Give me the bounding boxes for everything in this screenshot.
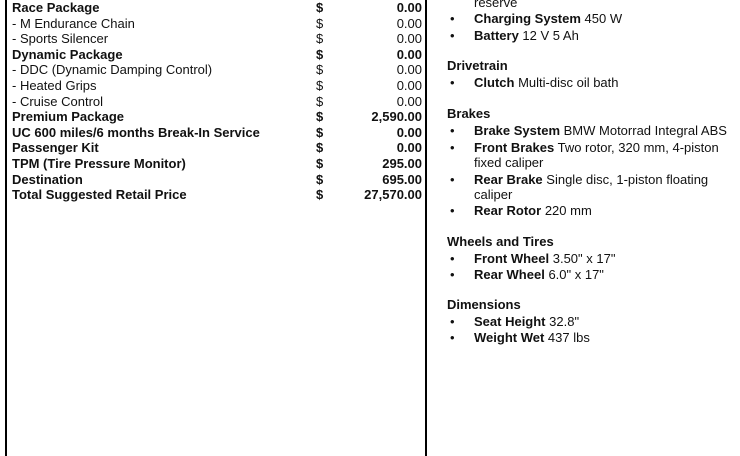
spec-item xyxy=(474,140,719,155)
spec-value: 437 lbs xyxy=(547,330,590,345)
pricing-label: - M Endurance Chain xyxy=(12,15,135,31)
spec-continuation: reserve xyxy=(474,0,518,10)
total-label: Total Suggested Retail Price xyxy=(12,187,187,203)
pricing-row xyxy=(12,78,424,94)
bullet-icon: • xyxy=(450,314,455,329)
spec-value: 32.8" xyxy=(549,314,580,329)
currency-sign: $ xyxy=(316,62,324,78)
spec-name: Rear Wheel xyxy=(474,267,545,282)
spec-name: Front Wheel xyxy=(474,251,550,266)
pricing-label: Destination xyxy=(12,171,83,187)
spec-name: Front Brakes xyxy=(474,140,555,155)
pricing-row xyxy=(12,125,424,141)
spec-item xyxy=(474,203,592,218)
spec-item xyxy=(474,314,579,329)
pricing-label: Premium Package xyxy=(12,109,125,125)
pricing-label: - Cruise Control xyxy=(12,93,104,109)
spec-name: Seat Height xyxy=(474,314,546,329)
currency-sign: $ xyxy=(316,187,324,203)
pricing-amount: 0.00 xyxy=(396,93,422,109)
pricing-label: Passenger Kit xyxy=(12,140,99,156)
pricing-row xyxy=(12,109,424,125)
spec-value: 12 V 5 Ah xyxy=(522,28,579,43)
currency-sign: $ xyxy=(316,171,324,187)
spec-name: Battery xyxy=(474,28,519,43)
bullet-icon: • xyxy=(450,28,455,43)
spec-value: 450 W xyxy=(584,11,623,26)
pricing-label: - Sports Silencer xyxy=(12,31,109,47)
bullet-icon: • xyxy=(450,123,455,138)
currency-sign: $ xyxy=(316,0,324,15)
pricing-label: - Heated Grips xyxy=(12,77,97,93)
section-heading: Brakes xyxy=(447,106,491,121)
pricing-row xyxy=(12,62,424,78)
pricing-row xyxy=(12,94,424,110)
spec-value: 220 mm xyxy=(544,203,592,218)
spec-name: Rear Rotor xyxy=(474,203,542,218)
bullet-icon: • xyxy=(450,140,455,155)
currency-sign: $ xyxy=(316,77,324,93)
pricing-amount: 2,590.00 xyxy=(371,109,422,125)
spec-item xyxy=(474,28,579,43)
pricing-amount: 0.00 xyxy=(396,15,422,31)
pricing-amount: 0.00 xyxy=(396,31,422,47)
left-border-line xyxy=(5,0,7,456)
spec-value: BMW Motorrad Integral ABS xyxy=(563,123,727,138)
section-heading: Wheels and Tires xyxy=(447,234,554,249)
pricing-label: - DDC (Dynamic Damping Control) xyxy=(12,62,213,78)
pricing-amount: 0.00 xyxy=(396,46,422,62)
bullet-icon: • xyxy=(450,330,455,345)
pricing-amount: 0.00 xyxy=(396,77,422,93)
currency-sign: $ xyxy=(316,124,324,140)
spec-value: 6.0" x 17" xyxy=(548,267,604,282)
spec-continuation: fixed caliper xyxy=(474,155,544,170)
pricing-row xyxy=(12,47,424,63)
bullet-icon: • xyxy=(450,11,455,26)
currency-sign: $ xyxy=(316,46,324,62)
pricing-amount: 695.00 xyxy=(382,171,422,187)
pricing-label: Race Package xyxy=(12,0,100,15)
spec-item xyxy=(474,123,727,138)
currency-sign: $ xyxy=(316,31,324,47)
spec-item xyxy=(474,267,604,282)
pricing-row xyxy=(12,16,424,32)
currency-sign: $ xyxy=(316,140,324,156)
bullet-icon: • xyxy=(450,172,455,187)
pricing-amount: 0.00 xyxy=(396,0,422,15)
pricing-amount: 295.00 xyxy=(382,155,422,171)
pricing-row xyxy=(12,156,424,172)
spec-name: Clutch xyxy=(474,75,515,90)
total-row xyxy=(12,187,424,203)
pricing-label: UC 600 miles/6 months Break-In Service xyxy=(12,124,260,140)
pricing-row xyxy=(12,31,424,47)
spec-name: Brake System xyxy=(474,123,560,138)
pricing-row xyxy=(12,172,424,188)
pricing-amount: 0.00 xyxy=(396,124,422,140)
currency-sign: $ xyxy=(316,15,324,31)
pricing-amount: 0.00 xyxy=(396,140,422,156)
pricing-amount: 0.00 xyxy=(396,62,422,78)
pricing-label: TPM (Tire Pressure Monitor) xyxy=(12,155,186,171)
bullet-icon: • xyxy=(450,75,455,90)
pricing-row xyxy=(12,140,424,156)
currency-sign: $ xyxy=(316,93,324,109)
total-amount: 27,570.00 xyxy=(364,187,422,203)
spec-name: Charging System xyxy=(474,11,581,26)
currency-sign: $ xyxy=(316,109,324,125)
bullet-icon: • xyxy=(450,203,455,218)
spec-name: Weight Wet xyxy=(474,330,545,345)
spec-value: Two rotor, 320 mm, 4-piston xyxy=(557,140,719,155)
spec-item xyxy=(474,11,622,26)
section-heading: Drivetrain xyxy=(447,58,508,73)
spec-item xyxy=(474,75,619,90)
column-divider-line xyxy=(425,0,427,456)
pricing-row xyxy=(12,0,424,16)
spec-value: Single disc, 1-piston floating xyxy=(546,172,709,187)
spec-item xyxy=(474,251,615,266)
currency-sign: $ xyxy=(316,155,324,171)
bullet-icon: • xyxy=(450,267,455,282)
bullet-icon: • xyxy=(450,251,455,266)
spec-item xyxy=(474,172,708,187)
pricing-table xyxy=(12,0,424,203)
spec-item xyxy=(474,330,590,345)
spec-name: Rear Brake xyxy=(474,172,543,187)
spec-value: Multi-disc oil bath xyxy=(518,75,619,90)
pricing-label: Dynamic Package xyxy=(12,46,123,62)
section-heading: Dimensions xyxy=(447,297,521,312)
spec-continuation: caliper xyxy=(474,187,513,202)
spec-value: 3.50" x 17" xyxy=(552,251,616,266)
